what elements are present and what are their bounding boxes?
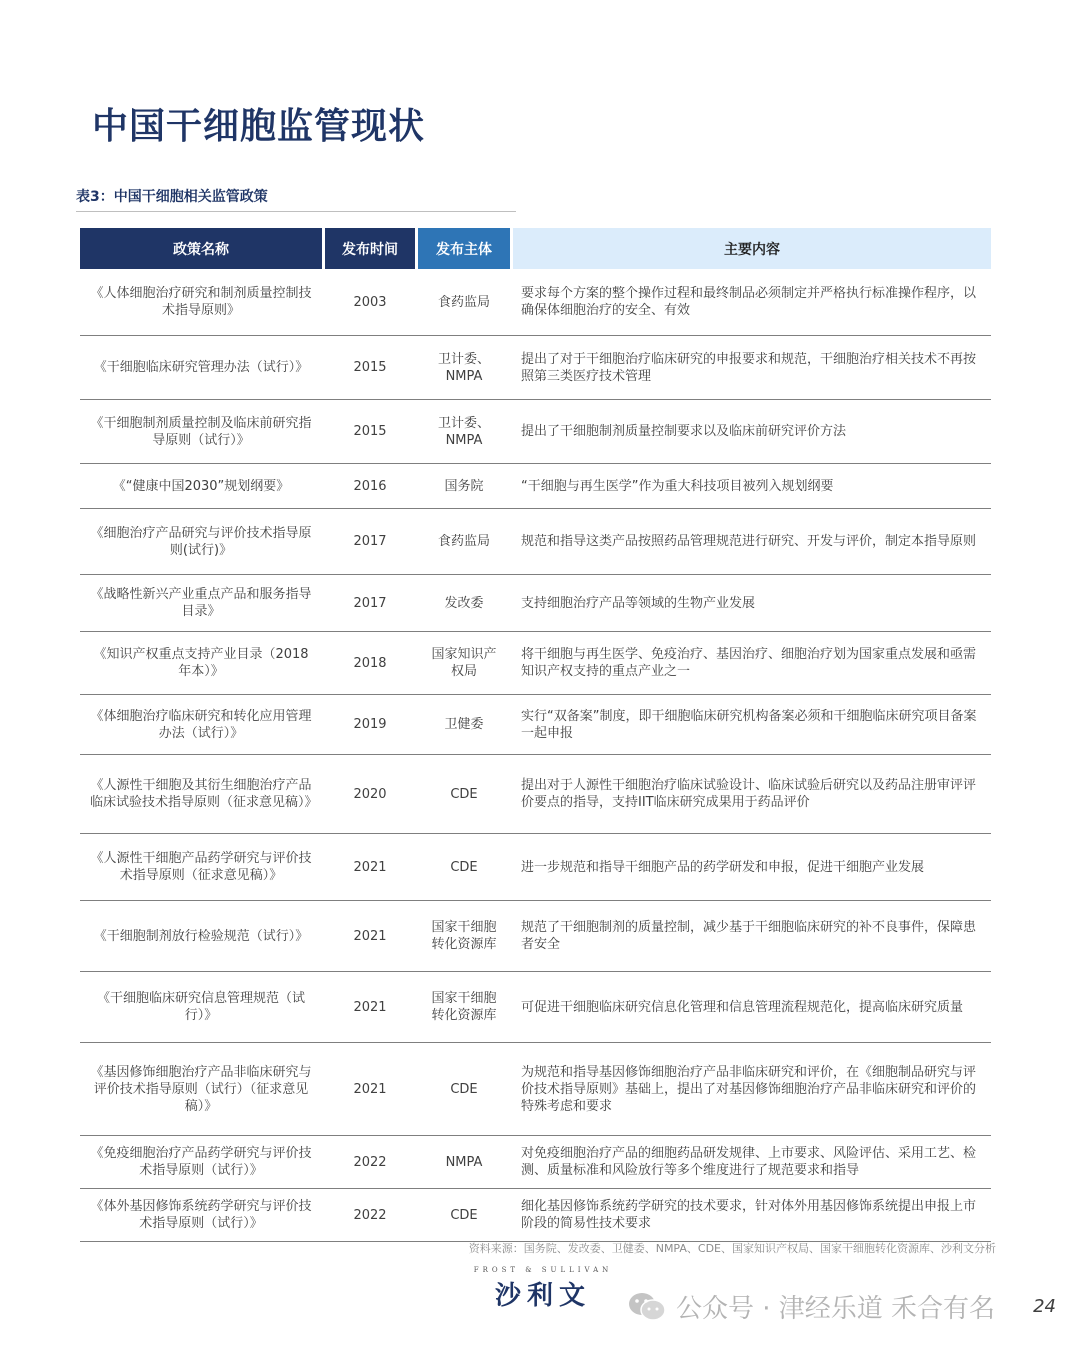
table-caption: 表3：中国干细胞相关监管政策	[76, 189, 268, 205]
main-content-cell: 可促进干细胞临床研究信息化管理和信息管理流程规范化，提高临床研究质量	[521, 999, 964, 1015]
watermark-text: 公众号 · 津经乐道 禾合有名	[676, 1294, 996, 1324]
policy-name-cell: 《干细胞临床研究管理办法（试行）》	[93, 360, 309, 375]
table-row	[80, 269, 991, 336]
release-date-cell: 2022	[353, 1154, 387, 1170]
issuer-cell: 卫健委	[444, 717, 484, 732]
issuer-cell: CDE	[450, 1081, 478, 1097]
release-date-cell: 2019	[353, 717, 387, 732]
release-date-cell: 2017	[353, 534, 387, 549]
logo-cn-text: 沙利文	[494, 1281, 591, 1311]
main-content-cell: 对免疫细胞治疗产品的细胞药品研发规律、上市要求、风险评估、采用工艺、检测、质量标准和风险放行等多个维度进行了规范要求和指导	[521, 1146, 977, 1178]
policy-name-cell: 《“健康中国2030”规划纲要》	[112, 478, 290, 494]
issuer-cell: CDE	[450, 859, 478, 875]
issuer-cell: 食药监局	[437, 294, 490, 310]
main-content-cell: 实行“双备案”制度，即干细胞临床研究机构备案必须和干细胞临床研究项目备案一起申报	[521, 708, 977, 741]
table-row	[80, 632, 991, 695]
header-release-date: 发布时间	[325, 228, 415, 269]
table-row	[80, 972, 991, 1043]
wechat-watermark	[628, 1288, 995, 1325]
policy-name-cell: 《免疫细胞治疗产品药学研究与评价技术指导原则（试行）》	[90, 1146, 312, 1178]
main-content-cell: 将干细胞与再生医学、免疫治疗、基因治疗、细胞治疗划为国家重点发展和亟需知识产权支持的重点产业之一	[521, 647, 977, 679]
issuer-cell: NMPA	[445, 1154, 483, 1170]
policy-name-cell: 《人源性干细胞产品药学研究与评价技术指导原则（征求意见稿）》	[90, 851, 312, 883]
table-row	[80, 1043, 991, 1136]
policy-name-cell: 《干细胞制剂放行检验规范（试行）》	[93, 928, 309, 944]
table-row	[80, 464, 991, 509]
main-content-cell: “干细胞与再生医学”作为重大科技项目被列入规划纲要	[521, 478, 834, 494]
release-date-cell: 2021	[353, 999, 387, 1015]
release-date-cell: 2018	[353, 655, 387, 671]
main-content-cell: 细化基因修饰系统药学研究的技术要求，针对体外用基因修饰系统提出申报上市阶段的简易性技术要求	[521, 1199, 977, 1231]
table-body	[80, 269, 991, 1242]
policy-table	[80, 228, 991, 1242]
main-content-cell: 提出了干细胞制剂质量控制要求以及临床前研究评价方法	[521, 424, 847, 439]
issuer-cell: CDE	[450, 786, 478, 802]
main-content-cell: 支持细胞治疗产品等领域的生物产业发展	[521, 595, 756, 611]
issuer-cell: 食药监局	[437, 534, 490, 549]
table-row	[80, 400, 991, 464]
issuer-cell: 国家知识产权局	[431, 647, 497, 679]
release-date-cell: 2022	[353, 1207, 387, 1223]
policy-name-cell: 《体外基因修饰系统药学研究与评价技术指导原则（试行）》	[90, 1199, 312, 1231]
page-number: 24	[1033, 1296, 1056, 1317]
main-content-cell: 要求每个方案的整个操作过程和最终制品必须制定并严格执行标准操作程序，以确保体细胞治疗的安全、有效	[521, 286, 977, 318]
wechat-icon	[628, 1291, 666, 1323]
policy-name-cell: 《人体细胞治疗研究和制剂质量控制技术指导原则》	[90, 286, 312, 318]
main-content-cell: 提出对于人源性干细胞治疗临床试验设计、临床试验后研究以及药品注册审评评价要点的指导，支持IIT临床研究成果用于药品评价	[521, 778, 977, 810]
main-content-cell: 进一步规范和指导干细胞产品的药学研发和申报，促进干细胞产业发展	[521, 859, 925, 875]
policy-name-cell: 《人源性干细胞及其衍生细胞治疗产品临床试验技术指导原则（征求意见稿）》	[90, 778, 318, 810]
release-date-cell: 2015	[353, 360, 387, 375]
source-note: 资料来源：国务院、发改委、卫健委、NMPA、CDE、国家知识产权局、国家干细胞转化资源库、沙利文分析	[468, 1242, 996, 1255]
policy-name-cell: 《细胞治疗产品研究与评价技术指导原则(试行)》	[90, 525, 312, 558]
issuer-cell: 卫计委、NMPA	[437, 351, 490, 384]
policy-name-cell: 《基因修饰细胞治疗产品非临床研究与评价技术指导原则（试行）（征求意见稿）》	[90, 1064, 312, 1114]
table-row	[80, 575, 991, 632]
main-content-cell: 规范和指导这类产品按照药品管理规范进行研究、开发与评价，制定本指导原则	[521, 534, 977, 549]
release-date-cell: 2015	[353, 424, 387, 439]
policy-name-cell: 《干细胞临床研究信息管理规范（试行）》	[96, 991, 305, 1023]
main-content-cell: 提出了对于干细胞治疗临床研究的申报要求和规范，干细胞治疗相关技术不再按照第三类医疗技术管理	[521, 351, 977, 384]
header-main-content: 主要内容	[513, 228, 991, 269]
issuer-cell: 国家干细胞转化资源库	[431, 991, 497, 1023]
frost-sullivan-logo	[472, 1266, 614, 1312]
release-date-cell: 2016	[353, 478, 387, 494]
release-date-cell: 2021	[353, 859, 387, 875]
release-date-cell: 2021	[353, 1081, 387, 1097]
header-issuer: 发布主体	[418, 228, 510, 269]
release-date-cell: 2017	[353, 595, 387, 611]
issuer-cell: 卫计委、NMPA	[437, 415, 490, 448]
policy-name-cell: 《干细胞制剂质量控制及临床前研究指导原则（试行）》	[90, 415, 312, 448]
issuer-cell: CDE	[450, 1207, 478, 1223]
table-row	[80, 695, 991, 755]
table-row	[80, 901, 991, 972]
table-header	[80, 228, 991, 269]
table-row	[80, 834, 991, 901]
table-row	[80, 1136, 991, 1189]
policy-name-cell: 《战略性新兴产业重点产品和服务指导目录》	[90, 587, 312, 619]
page-title: 中国干细胞监管现状	[92, 106, 426, 147]
table-row	[80, 755, 991, 834]
caption-divider	[76, 211, 516, 212]
main-content-cell: 为规范和指导基因修饰细胞治疗产品非临床研究和评价，在《细胞制品研究与评价技术指导原则》基础上，提出了对基因修饰细胞治疗产品非临床研究和评价的特殊考虑和要求	[521, 1064, 977, 1114]
table-row	[80, 336, 991, 400]
main-content-cell: 规范了干细胞制剂的质量控制，减少基于干细胞临床研究的补不良事件，保障患者安全	[521, 920, 977, 952]
logo-en-text: FROST & SULLIVAN	[473, 1266, 613, 1274]
release-date-cell: 2003	[353, 294, 387, 310]
policy-name-cell: 《体细胞治疗临床研究和转化应用管理办法（试行）》	[90, 708, 312, 741]
issuer-cell: 发改委	[444, 595, 484, 611]
issuer-cell: 国务院	[444, 478, 484, 494]
table-row	[80, 1189, 991, 1242]
table-row	[80, 509, 991, 575]
header-policy-name: 政策名称	[80, 228, 322, 269]
issuer-cell: 国家干细胞转化资源库	[431, 920, 497, 952]
policy-name-cell: 《知识产权重点支持产业目录（2018年本）》	[93, 647, 309, 679]
release-date-cell: 2021	[353, 928, 387, 944]
release-date-cell: 2020	[353, 786, 387, 802]
